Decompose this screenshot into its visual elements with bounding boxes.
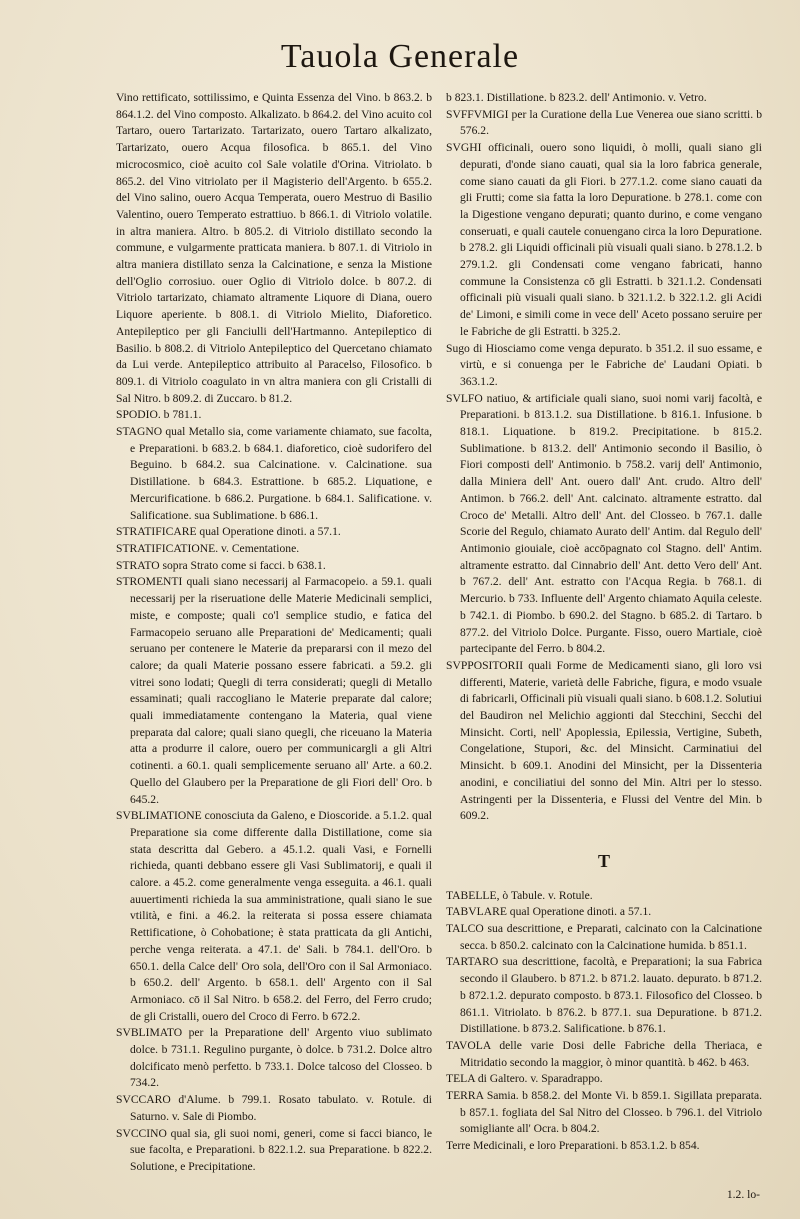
index-entry: TABVLARE qual Operatione dinoti. a 57.1. [446,905,652,919]
index-entry: STROMENTI quali siano necessarij al Farmacopeio. a 59.1. quali necessarij per la riseruatione delle Materie Medicinali semplici, miste, e composte; quali co'l semplice studio, e fatica del Farmacopeio seruano alle Preparationi de' Medicamenti; quali seruano per contenere le Materie da prepararsi con il mezo del calore; da quali Materie possano essere fabricati. a 59.2. gli vitrei sono lodati; Quegli di terra considerati; quegli di Metallo essaminati; quali raccogliano le Materie preparate dal calore; quali immediatamente contengano la Materia, qual viene preparata dal calore; quali siano quegli, che riceuano la Materia atta a produrre il calore, ouero per communicargli a gli Altri cotinenti. a 60.1. quali semplicemente seruano all' Arte. a 60.2. Quello del Glaubero per la Preparatione de gli Fiori dell' Oro. b 645.2. [116,575,432,806]
index-entry: TALCO sua descrittione, e Preparati, calcinato con la Calcinatione secca. b 850.2. calcinato con la Calcinatione humida. b 851.1. [446,922,762,952]
index-entry: SVBLIMATO per la Preparatione dell' Argento viuo sublimato dolce. b 731.1. Regulino purgante, ò dolce. b 731.2. Dolce altro dolcificato menò perfetto. b 733.1. Dolce talcoso del Closseo. b 734.2. [116,1026,432,1090]
left-column [116,90,432,1176]
index-entry: STRATIFICATIONE. v. Cementatione. [116,541,300,555]
index-entry: STRATIFICARE qual Operatione dinoti. a 57.1. [116,525,341,539]
index-entry: Sugo di Hiosciamo come venga depurato. b 351.2. il suo essame, e virtù, e si conuenga per le Fabriche de' Laudani Opiati. b 363.1.2. [446,341,762,388]
index-entry: TARTARO sua descrittione, facoltà, e Preparationi; la sua Fabrica secondo il Glaubero. b 871.2. b 871.2. lauato. depurato. b 871.2. b 872.1.2. depurato composto. b 873.1. Filosofico del Closseo. b 861.1. Vitriolato. b 876.2. b 877.1. sua Depuratione. b 871.2. Distillatione. b 873.2. Salificatione. b 876.1. [446,955,762,1036]
index-entry: STAGNO qual Metallo sia, come variamente chiamato, sue facolta, e Preparationi. b 683.2. b 684.1. diaforetico, cioè sudorifero del Beguino. b 684.2. sua Calcinatione. v. Calcinatione. sua Distillatione. b 684.3. Estrattione. b 685.2. Liquatione, e Mercurificatione. b 686.2. Purgatione. b 684.1. Salificatione. v. Salificatione. sua Sublimatione. b 686.1. [116,425,432,522]
index-entry: Terre Medicinali, e loro Preparationi. b 853.1.2. b 854. [446,1139,700,1153]
catchword: 1.2. lo- [726,1188,760,1201]
index-entry: SVGHI officinali, ouero sono liquidi, ò molli, quali siano gli depurati, d'onde siano cauati, qual sia la loro fabrica generale, come siano cauati da gli Fiori. b 277.1.2. come siano cauati da gli Frutti; come sia fatta la loro Depuratione. b 278.1. come con la Digestione vengano depurati; quanto durino, e come vengano conseruati, e quali cautele conuengano circa la loro Depuratione. b 278.2. gli Liquidi officinali più visuali quali siano. b 278.1.2. b 279.1.2. gli Condensati come vengano fabricati, hanno commune la Consistenza cō gli Estratti. b 321.1.2. Condensati officinali più visuali quali siano. b 321.1.2. b 322.1.2. gli Acidi de' Limoni, e simili come in vece dell' Aceto possano seruire per le Fabriche de gli Estratti. b 325.2. [446,141,762,338]
index-entry: SVBLIMATIONE conosciuta da Galeno, e Dioscoride. a 5.1.2. qual Preparatione sia come differente dalla Distillatione, come sia stata descritta dal Gebero. a 45.1.2. quali Vasi, e Fornelli richieda, quanti debbano essere gli Vasi Sublimatorij, e quali il calore. a 45.2. come generalmente venga esseguita. a 46.1. quali auuertimenti richieda la sua amministratione, quali siano le sue vtilità, e fini. a 46.2. la reiterata si possa essere chiamata Rettificatione, ò Cohobatione; è stata pratticata da gli Antichi, perche venga reiterata. a 47.1. de' Sali. b 784.1. dell'Oro. b 650.1. della Calce dell' Oro sola, dell'Oro con il Sal Armoniaco. b 650.2. dell' Argento. b 658.1. dell' Argento con il Sal Armoniaco. cō il Sal Nitro. b 658.2. del Ferro, del Ferro crudo; de gli Cristalli, ouero del Croco di Ferro. b 672.2. [116,809,432,1023]
index-entry: SPODIO. b 781.1. [116,408,202,422]
page-title: Tauola Generale [280,38,520,75]
index-entry: b 823.1. Distillatione. b 823.2. dell' Antimonio. v. Vetro. [446,91,707,104]
section-letter: T [597,850,610,871]
index-entry: SVFFVMIGI per la Curatione della Lue Venerea oue siano scritti. b 576.2. [446,107,762,138]
index-entry: SVPPOSITORII quali Forme de Medicamenti siano, gli loro vsi differenti, Materie, varietà delle Fabriche, figura, e modo vsuale di fabricarli, Officinali più visuali quali siano. b 608.1.2. Solutiui del Baudiron nel Melichio aggionti dal Stecchini, Secchi del Minsicht. Corti, nell' Apoplessia, Epilessia, Vertigine, Subeth, Congelatione, Stupori, &c. del Minsicht. Carminatiui del Minsicht. b 609.1. Anodini del Minsicht, per la Dissenteria anodini, e conciliatiui del sonno del Min. Altri per lo stesso. Astringenti per la Dissenteria, e Flussi del Ventre del Min. b 609.2. [446,658,762,823]
index-entry: STRATO sopra Strato come si facci. b 638.1. [116,558,326,572]
index-entry: TERRA Samia. b 858.2. del Monte Vi. b 859.1. Sigillata preparata. b 857.1. fogliata del Sal Nitro del Closseo. b 796.1. del Vitriolo somigliante all' Ocra. b 804.2. [446,1089,762,1136]
index-entry: TAVOLA delle varie Dosi delle Fabriche della Theriaca, e Mitridatio secondo la maggior, ò minor quantità. b 462. b 463. [446,1038,762,1069]
right-column [446,90,762,1155]
index-entry: TABELLE, ò Tabule. v. Rotule. [446,888,593,902]
index-entry: TELA di Galtero. v. Sparadrappo. [446,1072,603,1086]
index-entry: SVCCARO d'Alume. b 799.1. Rosato tabulato. v. Rotule. di Saturno. v. Sale di Piombo. [116,1093,432,1123]
index-entry: SVLFO natiuo, & artificiale quali siano, suoi nomi varij facoltà, e Preparationi. b 813.1.2. sua Distillatione. b 816.1. Infusione. b 818.1. Liquatione. b 819.2. Precipitatione. b 815.2. Sublimatione. b 813.2. dell' Antimonio secondo il Basilio, ò Fiori composti dell' Antimonio. b 758.2. varij dell' Antimonio, dalla Miniera dell' Ant. ouero dall' Ant. crudo. Altro dell' Antimon. b 766.2. dell' Ant. calcinato. altramente estratto. dal Croco de' Metalli. Altro dell' Ant. del Closseo. b 767.1. dalle Scorie del Regulo, chiamato Aurato dell' Antim. dal Regulo dell' Antimonio giouiale, cioè accōpagnato col Stagno. dell' Antim. altramente estratto. dal Cinnabrio dell' Ant. detto Vero dell' Ant. b 767.2. dell' Ant. estratto con l'Acqua Regia. b 768.1. di Mercurio. b 733. Influente dell' Argento chiamato Aquila celeste. b 742.1. di Piombo. b 690.2. del Stagno. b 685.2. di Tartaro. b 877.2. del Vitriolo Dolce. Purgante. Fisso, ouero Martiale, cioè partecipante del Ferro. b 804.2. [446,391,762,656]
index-entry: Vino rettificato, sottilissimo, e Quinta Essenza del Vino. b 863.2. b 864.1.2. del Vino composto. Alkalizato. b 864.2. del Vino acuito col Tartaro, ouero Tartarizato. Tartarizato, ouero Tartaro alkalizato, Tartarizato, ouero Acqua filosofica. b 865.1. del Vino microcosmico, cioè acuito col Sale volatile d'Orina. Vitriolato. b 865.2. del Vino vitriolato per il Magisterio dell'Argento. b 655.2. del Vino salino, ouero Acqua Temperata, ouero Mestruo di Basilio Valentino, ouero Temperato estrattiuo. b 866.1. di Vitriolo volatile. in altra maniera. Altro. b 805.2. di Vitriolo distillato secondo la commune, e vulgarmente pratticata maniera. b 807.1. di Vitriolo in altra maniera distillato senza la Calcinatione, e senza la Mistione dell'Oglio corrosiuo. ouer Oglio di Vitriolo dolce. b 807.2. di Vitriolo tartarizato, chiamato altramente Liquore di Diana, ouero Liquore aperiente. b 808.1. di Vitriolo Mielito, Diaforetico. Antepileptico per gli Fanciulli dell'Hartmanno. Antepileptico di Basilio. b 808.2. di Vitriolo Antepileptico del Quercetano chiamato da Lui verde. Antepileptico attribuito al Paracelso, Filosofico. b 809.1. di Vitriolo coagulato in vn altra maniera con gli Cristalli di Sal Nitro. b 809.2. di Zuccaro. b 81.2. [116,91,432,405]
index-entry: SVCCINO qual sia, gli suoi nomi, generi, come si facci bianco, le sue facolta, e Preparationi. b 822.1.2. sua Preparatione. b 822.2. Solutione, e Precipitatione. [116,1126,432,1173]
